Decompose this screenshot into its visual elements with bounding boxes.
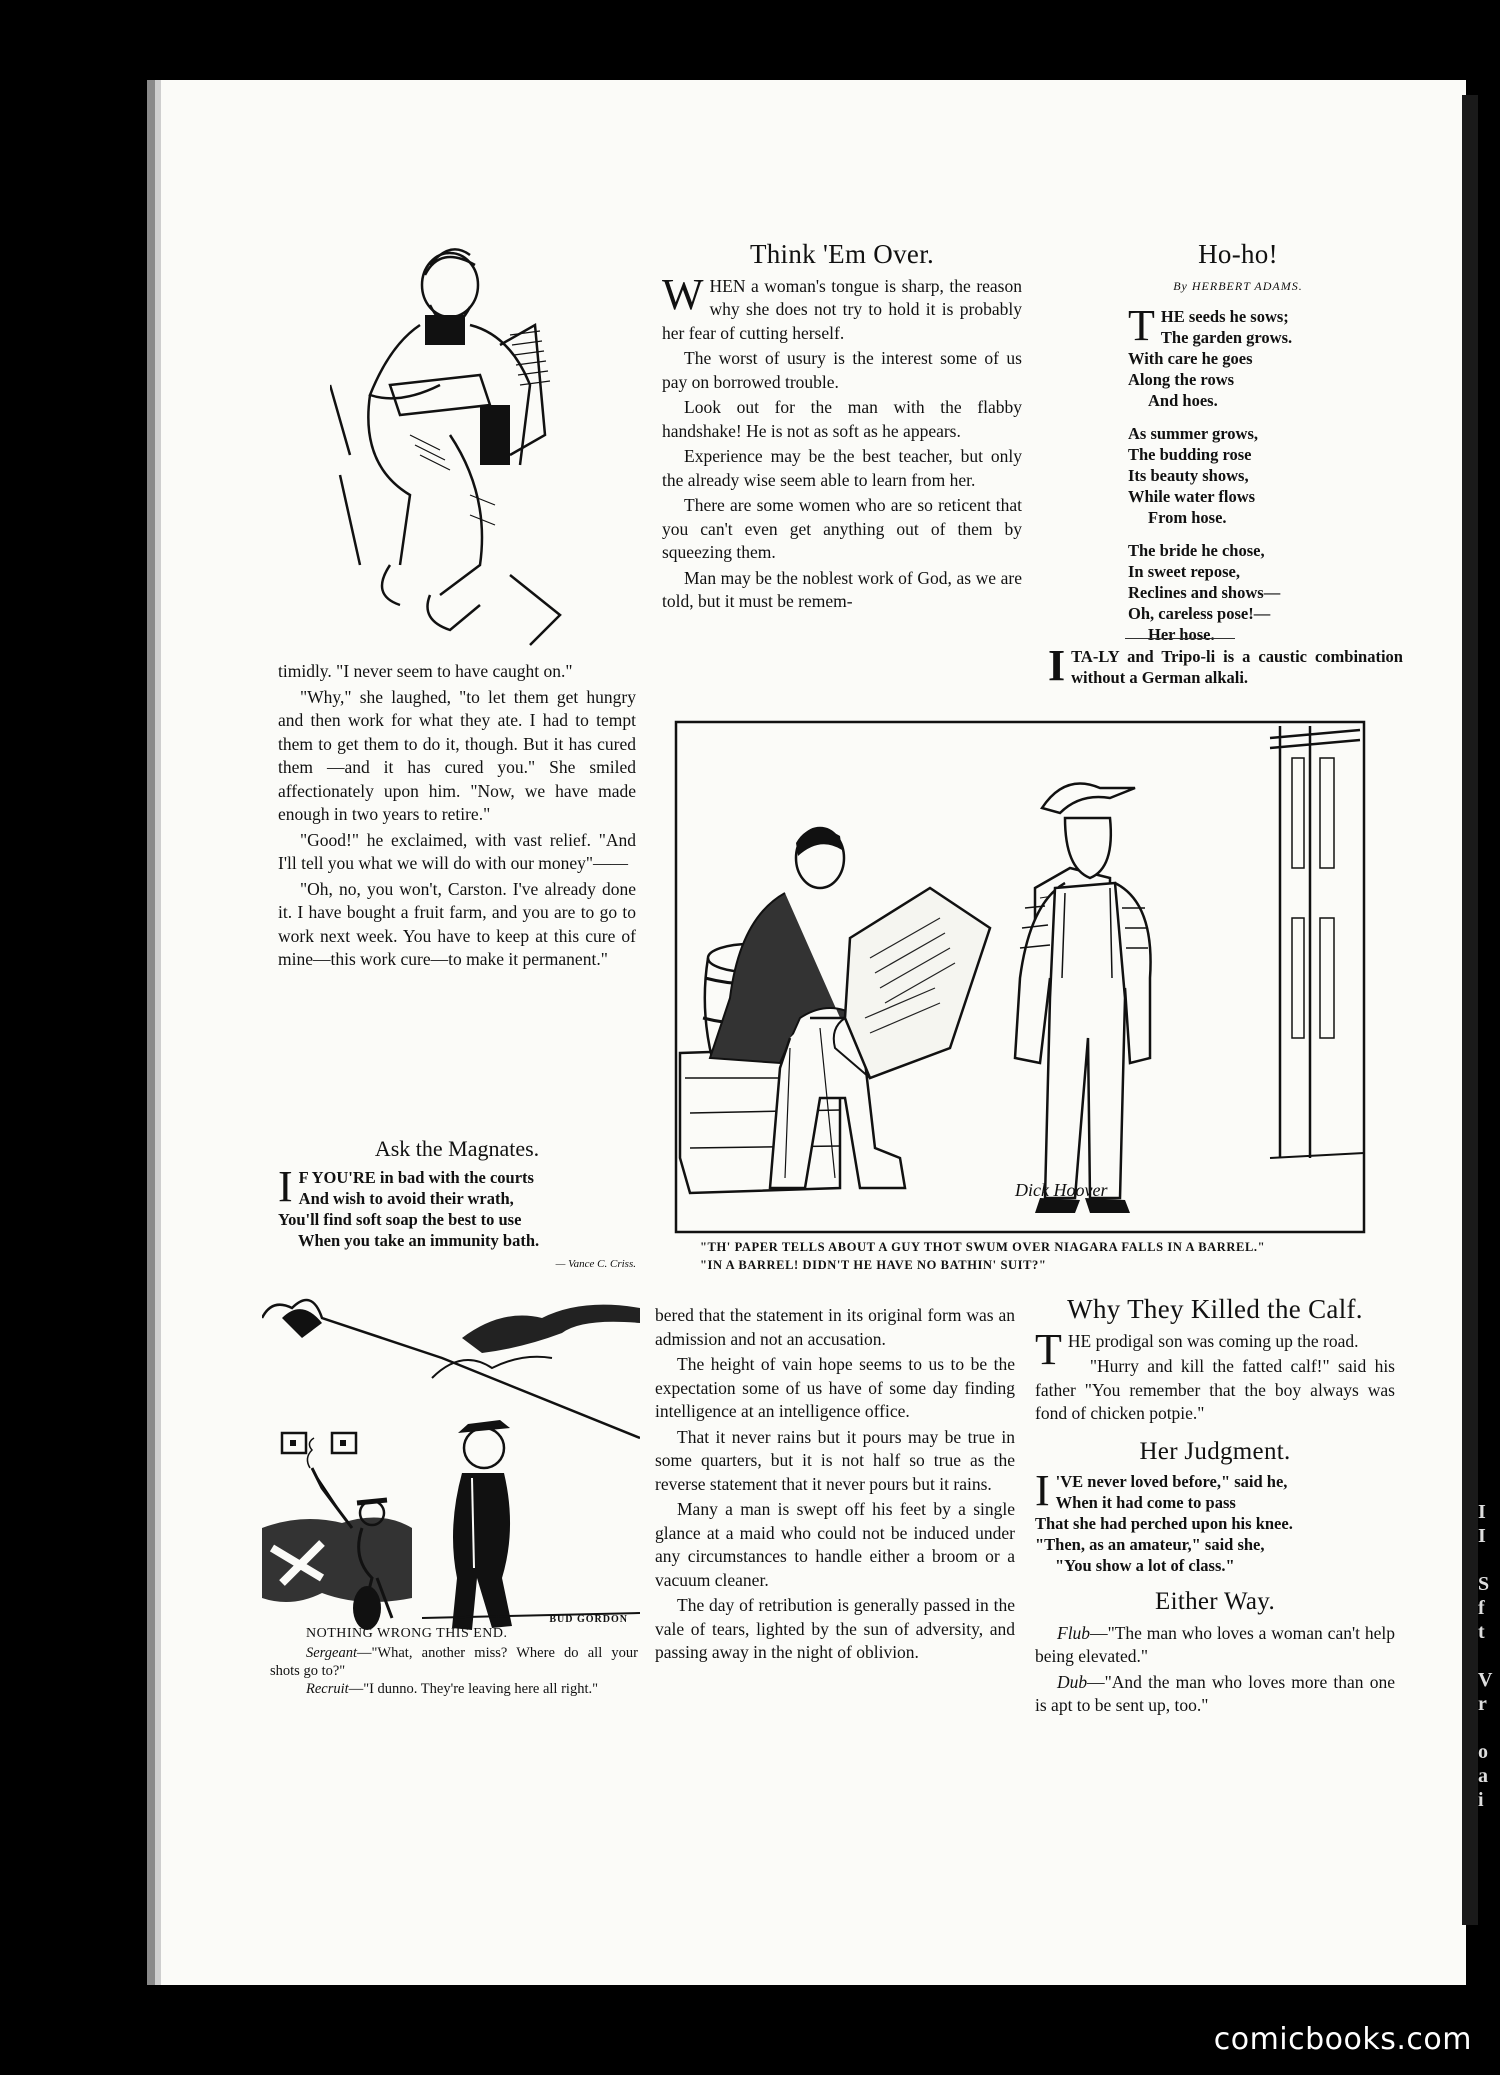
magnates-credit: — Vance C. Criss. <box>555 1257 636 1270</box>
hoho-line: The budding rose <box>1128 445 1252 464</box>
right-bottom-column <box>1035 1294 1395 1720</box>
calf-title: Why They Killed the Calf. <box>1067 1294 1363 1324</box>
dub-label: Dub <box>1057 1671 1088 1692</box>
recruit-label: Recruit <box>306 1681 349 1697</box>
page-binding <box>1462 95 1478 1925</box>
calf-paragraph: "Hurry and kill the fatted calf!" said his father "You remember that the boy always was fond of chicken potpie." <box>1035 1356 1395 1423</box>
edge-letter: V <box>1478 1669 1493 1691</box>
think-em-over-continued <box>655 1304 1015 1667</box>
soldier-cartoon-dialogue <box>270 1644 638 1698</box>
hoho-title: Ho-ho! <box>1198 239 1278 269</box>
magnates-title: Ask the Magnates. <box>374 1136 540 1161</box>
think-paragraph: That it never rains but it pours may be true in some quarters, but it is not half so true as the reverse statement that it never pours but it rains. <box>655 1426 1015 1494</box>
barrel-cartoon-caption <box>700 1238 1360 1274</box>
magnates-line: You'll find soft soap the best to use <box>278 1209 522 1229</box>
magnates-dropcap: I <box>278 1161 293 1211</box>
think-dropcap: W <box>662 269 704 319</box>
hoho-dropcap: T <box>1128 301 1155 350</box>
hoho-line: In sweet repose, <box>1128 562 1240 581</box>
judgment-line: "You show a lot of class." <box>1055 1556 1235 1575</box>
italy-dropcap: I <box>1048 641 1066 690</box>
hoho-line: The garden grows. <box>1160 328 1293 347</box>
judgment-line: "Then, as an amateur," said she, <box>1035 1535 1265 1554</box>
story-paragraph: timidly. "I never seem to have caught on." <box>278 661 573 681</box>
adjacent-page-edge <box>1478 1500 1500 1812</box>
judgment-dropcap: I <box>1035 1466 1050 1515</box>
edge-letter: t <box>1478 1621 1485 1643</box>
sergeant-line: —"What, another miss? Where do all your shots go to?" <box>270 1645 638 1679</box>
think-em-over-title: Think 'Em Over. <box>749 239 935 269</box>
think-paragraph: Look out for the man with the flabby handshake! He is not as soft as he appears. <box>662 397 1022 441</box>
edge-letter: o <box>1478 1741 1488 1763</box>
hoho-line: Along the rows <box>1128 370 1235 389</box>
think-paragraph: Experience may be the best teacher, but only the already wise seem able to learn from her. <box>662 446 1022 490</box>
magnates-line: F YOU'RE in bad with the courts <box>298 1167 534 1187</box>
hoho-line: As summer grows, <box>1128 424 1259 443</box>
soldier-cartoon-signature: BUD GORDON <box>549 1614 628 1625</box>
watermark-logo: comicbooks.com <box>1213 2022 1472 2057</box>
barrel-cartoon <box>670 718 1370 1236</box>
edge-letter: S <box>1478 1573 1490 1595</box>
story-paragraph: "Why," she laughed, "to let them get hungry and then work for what they ate. I had to tempt them to get them to do it, though. But it has cured them —and it has cured you." She smiled affectionately upon him. "Now, we have made enough in two years to retire." <box>278 686 636 824</box>
think-paragraph: The day of retribution is generally passed in the vale of tears, lighted by the sun of adversity, and passing away in the night of oblivion. <box>655 1595 1015 1662</box>
edge-letter: i <box>1478 1789 1484 1811</box>
flub-label: Flub <box>1057 1622 1091 1643</box>
judgment-title: Her Judgment. <box>1139 1437 1291 1465</box>
barrel-cartoon-signature: Dick Hoover <box>1015 1180 1108 1200</box>
judgment-line: When it had come to pass <box>1055 1493 1236 1512</box>
judgment-line: 'VE never loved before," said he, <box>1055 1472 1288 1491</box>
barrel-caption-line: "IN A BARREL! DIDN'T HE HAVE NO BATHIN' SUIT?" <box>700 1258 1047 1272</box>
either-way-title: Either Way. <box>1155 1588 1275 1615</box>
soldier-cartoon-title: NOTHING WRONG THIS END. <box>306 1626 508 1641</box>
divider-rule <box>1125 638 1235 639</box>
soldier-cartoon-text <box>270 1614 638 1698</box>
dub-line: —"And the man who loves more than one is apt to be sent up, too." <box>1035 1671 1395 1715</box>
think-paragraph: Many a man is swept off his feet by a single glance at a maid who could not be induced under any circumstances to handle either a broom or a vacuum cleaner. <box>655 1499 1015 1590</box>
think-paragraph: The worst of usury is the interest some of us pay on borrowed trouble. <box>662 348 1022 392</box>
think-paragraph: The height of vain hope seems to us to be the expectation some of us have of some day finding intelligence at an intelligence office. <box>655 1354 1015 1421</box>
hoho-line: Oh, careless pose!— <box>1128 604 1271 623</box>
calf-paragraph: HE prodigal son was coming up the road. <box>1067 1330 1359 1351</box>
edge-letter: I <box>1478 1525 1486 1547</box>
hoho-line: With care he goes <box>1128 349 1253 368</box>
hoho-line: Reclines and shows— <box>1128 583 1281 602</box>
hoho-line: And hoes. <box>1148 391 1218 410</box>
recruit-line: —"I dunno. They're leaving here all right." <box>348 1681 599 1697</box>
magnates-line: When you take an immunity bath. <box>298 1230 540 1250</box>
think-paragraph: There are some women who are so reticent that you can't even get anything out of them by squeezing them. <box>662 495 1022 562</box>
barrel-caption-line: "TH' PAPER TELLS ABOUT A GUY THOT SWUM OVER NIAGARA FALLS IN A BARREL." <box>700 1240 1266 1254</box>
edge-letter: r <box>1478 1693 1487 1715</box>
think-paragraph: Man may be the noblest work of God, as we are told, but it must be remem- <box>662 567 1022 611</box>
ask-the-magnates <box>278 1127 636 1276</box>
think-em-over <box>662 239 1022 616</box>
calf-dropcap: T <box>1035 1324 1062 1374</box>
soldier-cartoon <box>262 1278 640 1658</box>
hoho-poem <box>1128 239 1408 657</box>
think-paragraph: HEN a woman's tongue is sharp, the reason why she does not try to hold it is probably her fear of cutting herself. <box>662 275 1022 343</box>
magnates-line: And wish to avoid their wrath, <box>298 1188 514 1208</box>
old-man-illustration <box>330 235 580 655</box>
story-continuation <box>278 660 636 974</box>
hoho-line: Her hose. <box>1148 625 1215 644</box>
judgment-line: That she had perched upon his knee. <box>1035 1514 1293 1533</box>
hoho-line: HE seeds he sows; <box>1160 307 1289 326</box>
story-paragraph: "Good!" he exclaimed, with vast relief. "And I'll tell you what we will do with our money"—— <box>278 829 636 873</box>
edge-letter: a <box>1478 1765 1488 1787</box>
sergeant-label: Sergeant <box>306 1645 358 1661</box>
italy-text: TA-LY and Tripo-li is a caustic combination without a German alkali. <box>1071 647 1403 687</box>
hoho-line: While water flows <box>1128 487 1256 506</box>
edge-letter: f <box>1478 1597 1485 1619</box>
hoho-line: The bride he chose, <box>1128 541 1265 560</box>
edge-letter: I <box>1478 1501 1486 1523</box>
hoho-byline: By HERBERT ADAMS. <box>1173 278 1303 293</box>
hoho-line: Its beauty shows, <box>1128 466 1249 485</box>
hoho-line: From hose. <box>1148 508 1227 527</box>
story-paragraph: "Oh, no, you won't, Carston. I've already done it. I have bought a fruit farm, and you are to go to work next week. You have to keep at this cure of mine—this work cure—to make it permanent." <box>278 878 636 969</box>
think-paragraph: bered that the statement in its original form was an admission and not an accusation. <box>655 1305 1015 1349</box>
flub-line: —"The man who loves a woman can't help being elevated." <box>1035 1622 1395 1666</box>
italy-joke <box>1048 641 1403 690</box>
